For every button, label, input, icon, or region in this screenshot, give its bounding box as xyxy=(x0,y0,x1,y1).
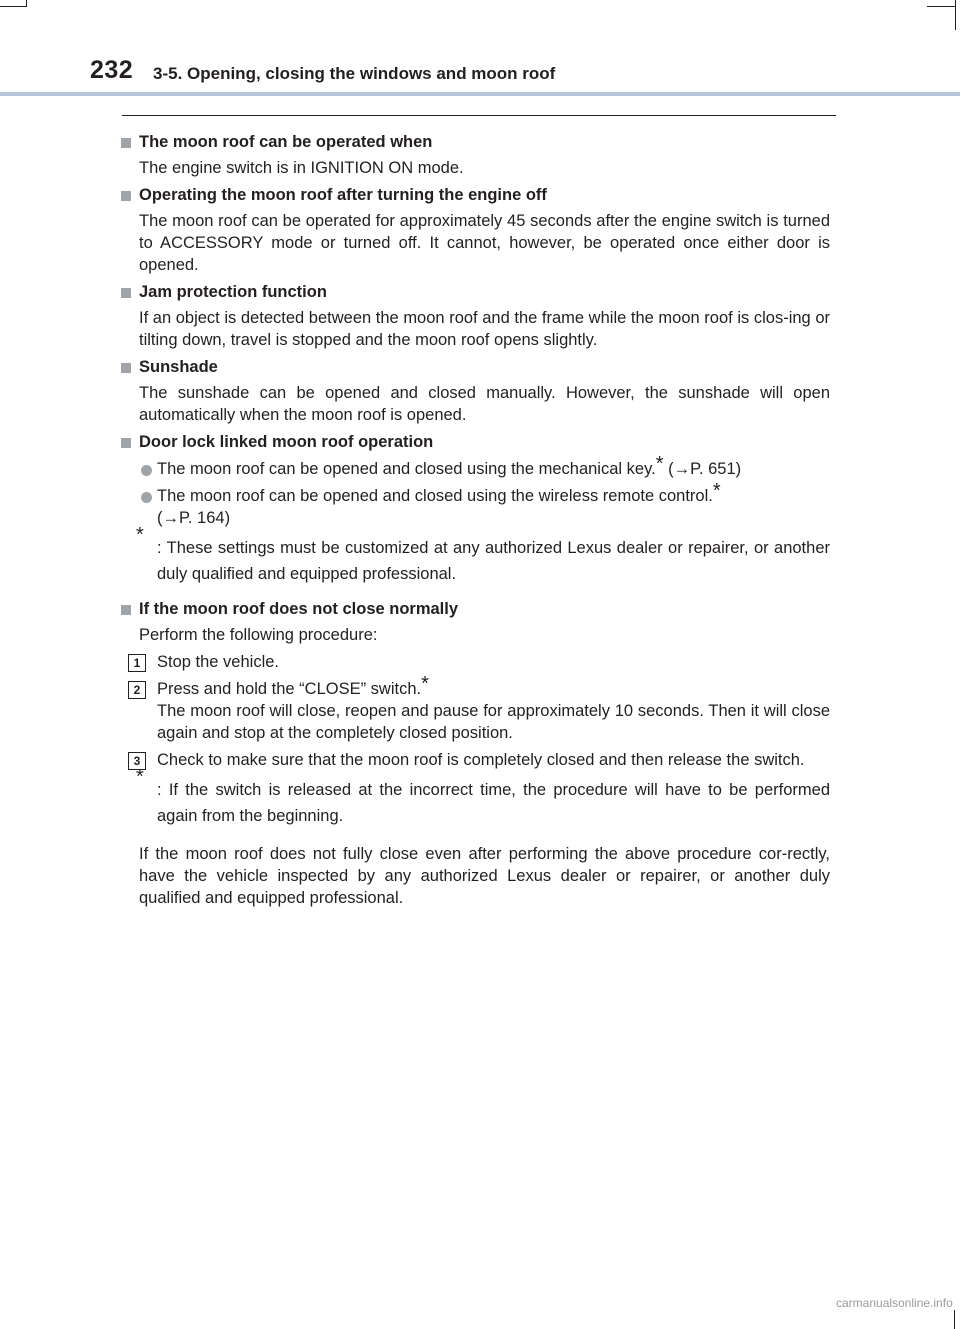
step-number: 3 xyxy=(128,752,146,770)
closing-text: If the moon roof does not fully close even after performing the above procedure cor-rectly, have the vehicle inspected by any authorized Lexus dealer or repairer, or another duly qualified and equipped professional. xyxy=(139,845,830,907)
section-heading: Sunshade xyxy=(120,356,830,378)
watermark: carmanualsonline.info xyxy=(836,1296,953,1310)
square-bullet-icon xyxy=(121,191,131,201)
crop-mark xyxy=(0,6,27,7)
square-bullet-icon xyxy=(121,438,131,448)
square-bullet-icon xyxy=(121,363,131,373)
circle-bullet-icon xyxy=(141,465,152,476)
footnote: * : These settings must be customized at any authorized Lexus dealer or repairer, or another duly qualified and equipped professional. xyxy=(136,524,830,583)
page-header xyxy=(90,56,870,90)
square-bullet-icon xyxy=(121,288,131,298)
section-text: The engine switch is in IGNITION ON mode. xyxy=(139,159,464,177)
procedure-step: 2 Press and hold the “CLOSE” switch.* The moon roof will close, reopen and pause for approximately 10 seconds. Then it will close again and stop at the completely closed position. xyxy=(120,678,830,744)
footnote-marker: * xyxy=(712,480,721,502)
section-text: If an object is detected between the moon roof and the frame while the moon roof is clos-ing or tilting down, travel is stopped and the moon roof opens slightly. xyxy=(139,309,830,349)
section-text: The moon roof can be operated for approximately 45 seconds after the engine switch is turned to ACCESSORY mode or turned off. It cannot, however, be operated once either door is opened. xyxy=(139,212,830,274)
footnote: * : If the switch is released at the incorrect time, the procedure will have to be performed again from the beginning. xyxy=(136,766,830,825)
step-detail: The moon roof will close, reopen and pause for approximately 10 seconds. Then it will close again and stop at the completely closed position. xyxy=(157,702,830,742)
section-heading: Operating the moon roof after turning the engine off xyxy=(120,184,830,206)
section-text: The sunshade can be opened and closed manually. However, the sunshade will open automatically when the moon roof is opened. xyxy=(139,384,830,424)
procedure-step: 3 Check to make sure that the moon roof is completely closed and then release the switch. xyxy=(120,749,830,771)
crop-mark xyxy=(927,6,956,7)
section-title: 3-5. Opening, closing the windows and moon roof xyxy=(153,64,556,83)
page-reference[interactable]: (→P. 651) xyxy=(663,460,742,478)
crop-mark xyxy=(954,1310,955,1329)
step-number: 1 xyxy=(128,654,146,672)
list-item: The moon roof can be opened and closed using the wireless remote control.* (→P. 164) xyxy=(120,485,830,529)
square-bullet-icon xyxy=(121,138,131,148)
crop-mark xyxy=(955,0,956,30)
list-item: The moon roof can be opened and closed using the mechanical key.* (→P. 651) xyxy=(120,458,830,480)
page-number: 232 xyxy=(90,56,134,84)
circle-bullet-icon xyxy=(141,492,152,503)
page-content xyxy=(120,126,830,909)
page-reference[interactable]: (→P. 164) xyxy=(157,509,231,527)
header-rule xyxy=(0,92,960,96)
section-heading: If the moon roof does not close normally xyxy=(120,598,830,620)
footnote-marker: * xyxy=(655,453,664,475)
content-top-rule xyxy=(122,115,836,116)
section-heading: Door lock linked moon roof operation xyxy=(120,431,830,453)
footnote-marker: * xyxy=(421,673,429,695)
procedure-step: 1 Stop the vehicle. xyxy=(120,651,830,673)
section-heading: The moon roof can be operated when xyxy=(120,131,830,153)
step-number: 2 xyxy=(128,681,146,699)
section-text: Perform the following procedure: xyxy=(139,626,378,644)
section-heading: Jam protection function xyxy=(120,281,830,303)
square-bullet-icon xyxy=(121,605,131,615)
